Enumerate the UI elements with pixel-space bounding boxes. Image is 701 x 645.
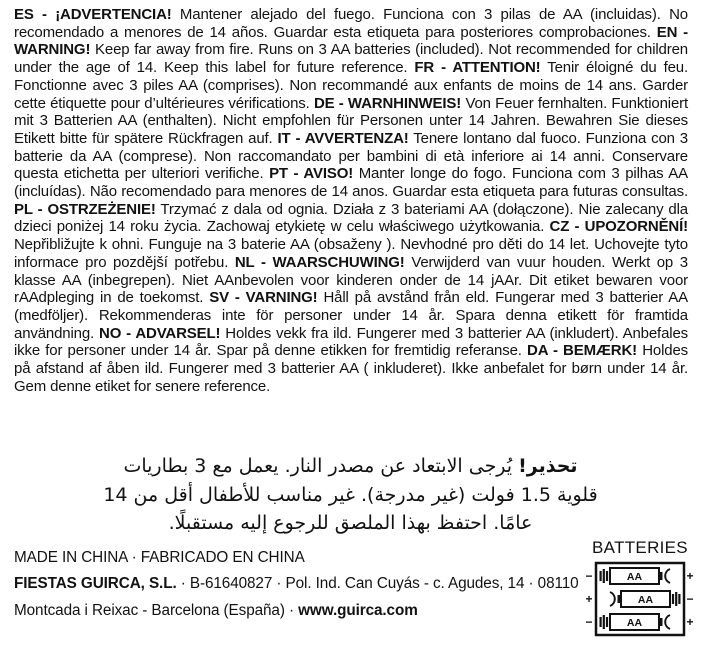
warning-text-sv: Håll på avstånd från eld. Fungerar med 3 batterier AA (medföljer). Rekommenderas inte för personer under 14 år. Spara denna etikett för framtida användning.: [14, 289, 688, 342]
company-name: FIESTAS GUIRCA, S.L.: [14, 575, 177, 592]
battery-3-left-sign: −: [585, 615, 593, 630]
battery-compartment-icon: [584, 560, 696, 638]
warning-label-pt: PT - AVISO!: [269, 165, 354, 183]
warning-label-nl: NL - WAARSCHUWING!: [234, 253, 405, 271]
battery-1-label: AA: [626, 571, 643, 583]
manufacturer-info-block: [14, 549, 579, 620]
battery-1-right-sign: +: [686, 569, 694, 584]
warning-label-es: ES - ¡ADVERTENCIA!: [14, 6, 172, 23]
warning-text-pt: Manter longe do fogo. Funciona com 3 pilhas AA (incluídas). Não recomendado para menores de 14 anos. Guardar esta etiqueta para futuras consultas.: [14, 165, 688, 201]
battery-diagram: [581, 538, 699, 638]
warning-label-no: NO - ADVARSEL!: [99, 324, 221, 342]
warning-label-fr: FR - ATTENTION!: [414, 59, 541, 77]
battery-cell-2: [585, 591, 693, 607]
address-line: [14, 602, 579, 620]
arabic-warning-line-2: قلوية 1.5 فولت (غير مدرجة). غير مناسب للأطفال أقل من 14: [103, 483, 598, 506]
warning-text-pl: Trzymać z dala od ognia. Działa z 3 bateriami AA (dołączone). Nie zalecany dla dzieci poniżej 14 roku życia. Zachowaj etykietę w celu właściwego użytkowania.: [14, 200, 689, 236]
warning-text-da: Holdes på afstand af åben ild. Fungerer med 3 batterier AA ( inkluderet). Ikke anbefalet for børn under 14 år. Gem denne etiket for senere reference.: [14, 342, 688, 395]
warning-text-fr: Tenir éloigné du feu. Fonctionne avec 3 piles AA (comprises). Non recommandé aux enfants de moins de 14 ans. Garder cette étiquette pour d’ultérieures vérifications.: [14, 59, 688, 112]
warning-label-da: DA - BEMÆRK!: [527, 342, 637, 360]
warning-text-es: Mantener alejado del fuego. Funciona con 3 pilas de AA (incluidas). No recomendado a menores de 14 años. Guardar esta etiqueta para posteriores comprobaciones.: [14, 6, 688, 41]
website-url: www.guirca.com: [298, 602, 418, 619]
warning-label-de: DE - WARNHINWEIS!: [313, 94, 462, 112]
arabic-warning-line-1-rest: يُرجى الابتعاد عن مصدر النار. يعمل مع 3 بطاريات: [123, 455, 513, 477]
battery-3-label: AA: [626, 617, 643, 629]
warning-text-nl: Verwijderd van vuur houden. Werkt op 3 klasse AA (inbegrepen). Niet AAnbevolen voor kinderen onder de 14 jAAr. Dit etiket bewaren voor rAAdpleging in de toekomst.: [14, 253, 688, 307]
warning-label-en: EN - WARNING!: [14, 23, 688, 59]
company-city: Montcada i Reixac - Barcelona (España) ·: [14, 602, 299, 619]
warning-label-cz: CZ - UPOZORNĚNÍ!: [549, 218, 688, 236]
battery-3-right-sign: +: [686, 615, 694, 630]
warning-label-it: IT - AVVERTENZA!: [277, 129, 409, 147]
warning-label-sv: SV - VARNING!: [209, 289, 318, 307]
warning-text-en: Keep far away from fire. Runs on 3 AA batteries (included). Not recommended for children under the age of 14. Keep this label for future reference.: [14, 41, 688, 77]
warning-text-it: Tenere lontano dal fuoco. Funziona con 3 batterie da AA (comprese). Non raccomandato per bambini di età inferiore ai 14 anni. Conservare questa etichetta per ulteriori verifiche.: [14, 129, 688, 183]
battery-diagram-title: BATTERIES: [592, 538, 688, 557]
company-registration-address: · B-61640827 · Pol. Ind. Can Cuyás - c. Agudes, 14 · 08110: [176, 575, 579, 592]
arabic-warning-line-3: عامًا. احتفظ بهذا الملصق للرجوع إليه مستقبلًا.: [168, 512, 533, 534]
battery-cell-1: [585, 568, 693, 584]
warning-text-de: Von Feuer fernhalten. Funktioniert mit 3 Batterien AA (enthalten). Nicht empfohlen für Personen unter 14 Jahren. Bewahren Sie dieses Etikett bitte für spätere Rückfragen auf.: [14, 94, 688, 147]
made-in-line: MADE IN CHINA · FABRICADO EN CHINA: [14, 549, 305, 566]
arabic-warning-block: [60, 452, 641, 538]
battery-2-right-sign: −: [686, 592, 694, 607]
warning-text-no: Holdes vekk fra ild. Fungerer med 3 batterier AA (inkludert). Anbefales ikke for personer under 14 år. Spar på denne etikken for fremtidig referanse.: [14, 324, 688, 360]
warning-text-cz: Nepřibližujte k ohni. Funguje na 3 baterie AA (obsaženy ). Nevhodné pro děti do 14 let. Uchovejte tyto informace pro pozdější potřebu.: [14, 236, 688, 271]
battery-1-left-sign: −: [585, 569, 593, 584]
battery-2-left-sign: +: [585, 592, 593, 607]
battery-cell-3: [585, 614, 693, 630]
company-line: [14, 575, 579, 593]
arabic-warning-word: تحذير!: [518, 455, 578, 477]
multilingual-warnings-paragraph: [14, 6, 688, 395]
arabic-warning-line-1: [60, 452, 641, 481]
warning-label-pl: PL - OSTRZEŻENIE!: [14, 200, 156, 218]
battery-2-label: AA: [637, 594, 654, 606]
